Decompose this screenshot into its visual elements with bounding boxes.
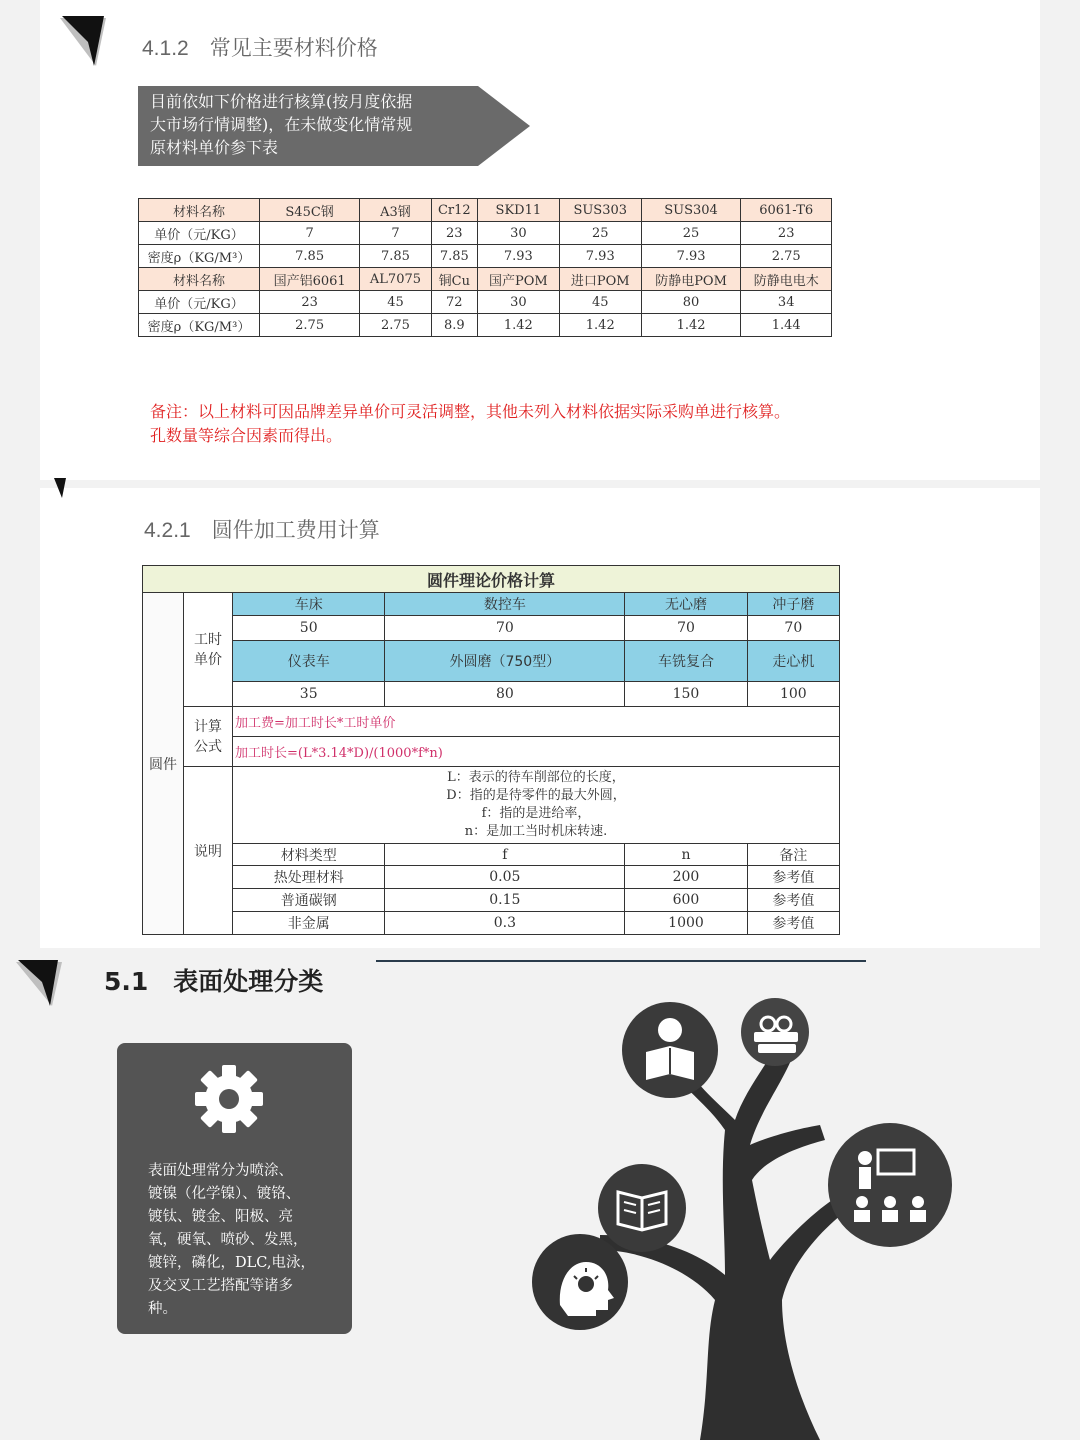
- table-row: [139, 314, 832, 337]
- table-cell: 1.42: [559, 314, 641, 337]
- section-421-heading: 4.2.1 圆件加工费用计算: [144, 519, 380, 542]
- table-row: [143, 767, 840, 844]
- gear-icon: [193, 1063, 265, 1135]
- card-line: 及交叉工艺搭配等诸多: [148, 1278, 293, 1294]
- table-cell: 国产POM: [477, 268, 559, 291]
- table-cell: 车床: [233, 593, 385, 616]
- table-cell: 单价（元/KG）: [139, 222, 260, 245]
- corner-arrow-icon: [52, 478, 68, 500]
- table-cell: 7.85: [260, 245, 360, 268]
- section-412-heading: 4.1.2 常见主要材料价格: [142, 37, 378, 60]
- card-line: 表面处理常分为喷涂、: [148, 1163, 293, 1179]
- table-cell: 80: [385, 682, 625, 707]
- table-row: [143, 737, 840, 767]
- teacher-circle: [828, 1123, 952, 1247]
- table-cell: 23: [431, 222, 477, 245]
- table-cell: 80: [641, 291, 741, 314]
- table-cell: 进口POM: [559, 268, 641, 291]
- table-cell: 非金属: [233, 912, 385, 935]
- table-cell: 防静电电木: [741, 268, 832, 291]
- banner-line: 大市场行情调整)，在未做变化情常规: [150, 115, 413, 134]
- table-cell: 密度ρ（KG/M³）: [139, 314, 260, 337]
- formula-line: 加工时长=(L*3.14*D)/(1000*f*n): [233, 737, 840, 767]
- table-row: [143, 566, 840, 593]
- price-note: [150, 400, 890, 448]
- table-row: [143, 593, 840, 616]
- table-cell: 600: [625, 889, 747, 912]
- explain-label: 说明: [184, 767, 233, 935]
- table-cell: 1000: [625, 912, 747, 935]
- table-cell: 7: [360, 222, 431, 245]
- table-cell: 密度ρ（KG/M³）: [139, 245, 260, 268]
- table-cell: 2.75: [360, 314, 431, 337]
- card-line: 镀锌，磷化，DLC,电泳，: [148, 1255, 315, 1271]
- table-title: 圆件理论价格计算: [143, 566, 840, 593]
- note-line: 备注：以上材料可因品牌差异单价可灵活调整，其他未列入材料依据实际采购单进行核算。: [150, 402, 791, 421]
- table-cell: SKD11: [477, 199, 559, 222]
- table-cell: A3钢: [360, 199, 431, 222]
- note-line: 孔数量等综合因素而得出。: [150, 426, 343, 445]
- table-cell: 7.85: [360, 245, 431, 268]
- table-cell: 参考值: [747, 912, 839, 935]
- table-row: [143, 616, 840, 641]
- table-cell: 防静电POM: [641, 268, 741, 291]
- table-cell: 7.93: [559, 245, 641, 268]
- formula-line: 加工费=加工时长*工时单价: [233, 707, 840, 737]
- table-cell: 200: [625, 866, 747, 889]
- corner-arrow-icon: [58, 12, 110, 68]
- banner-text: [150, 90, 470, 159]
- table-cell: 数控车: [385, 593, 625, 616]
- explain-line: n：是加工当时机床转速.: [464, 824, 608, 839]
- divider-line: [376, 960, 866, 962]
- table-cell: AL7075: [360, 268, 431, 291]
- table-cell: 走心机: [747, 641, 839, 682]
- table-row: [143, 641, 840, 682]
- card-line: 镀钛、镀金、阳极、亮: [148, 1209, 293, 1225]
- table-cell: 70: [747, 616, 839, 641]
- table-cell: Cr12: [431, 199, 477, 222]
- table-cell: 材料类型: [233, 844, 385, 866]
- knowledge-tree-illustration: [520, 980, 960, 1440]
- table-row: [143, 889, 840, 912]
- explain-line: L：表示的待车削部位的长度，: [447, 770, 625, 785]
- table-cell: 参考值: [747, 889, 839, 912]
- table-cell: 备注: [747, 844, 839, 866]
- table-row: [139, 268, 832, 291]
- section-51-heading: 5.1 表面处理分类: [104, 967, 324, 996]
- banner-line: 目前依如下价格进行核算(按月度依据: [150, 92, 413, 111]
- table-cell: 30: [477, 291, 559, 314]
- table-cell: 0.15: [385, 889, 625, 912]
- explain-line: D：指的是待零件的最大外圆，: [446, 788, 626, 803]
- table-cell: 7.93: [641, 245, 741, 268]
- table-cell: 外圆磨（750型）: [385, 641, 625, 682]
- table-cell: S45C钢: [260, 199, 360, 222]
- table-cell: 100: [747, 682, 839, 707]
- table-row: [143, 682, 840, 707]
- round-part-price-table: [142, 565, 840, 935]
- table-cell: 23: [260, 291, 360, 314]
- table-cell: 70: [385, 616, 625, 641]
- table-row: [139, 199, 832, 222]
- table-row: [143, 866, 840, 889]
- table-cell: 热处理材料: [233, 866, 385, 889]
- row-label: 圆件: [143, 593, 184, 935]
- table-cell: 23: [741, 222, 832, 245]
- table-cell: 普通碳钢: [233, 889, 385, 912]
- table-cell: 单价（元/KG）: [139, 291, 260, 314]
- table-row: [143, 844, 840, 866]
- table-cell: 72: [431, 291, 477, 314]
- explain-line: f：指的是进给率，: [481, 806, 591, 821]
- table-cell: 0.3: [385, 912, 625, 935]
- table-cell: 8.9: [431, 314, 477, 337]
- corner-arrow-icon: [14, 958, 66, 1008]
- table-cell: 材料名称: [139, 199, 260, 222]
- table-cell: 7.93: [477, 245, 559, 268]
- table-cell: 1.44: [741, 314, 832, 337]
- formula-label: 计算 公式: [184, 707, 233, 767]
- table-row: [139, 245, 832, 268]
- table-cell: 25: [559, 222, 641, 245]
- hour-rate-label: 工时 单价: [184, 593, 233, 707]
- table-cell: 车铣复合: [625, 641, 747, 682]
- table-row: [143, 707, 840, 737]
- card-line: 氧，硬氧、喷砂、发黑，: [148, 1232, 308, 1248]
- table-cell: 0.05: [385, 866, 625, 889]
- banner-line: 原材料单价参下表: [150, 138, 279, 157]
- table-cell: 参考值: [747, 866, 839, 889]
- table-cell: SUS304: [641, 199, 741, 222]
- table-cell: 1.42: [641, 314, 741, 337]
- table-cell: 45: [360, 291, 431, 314]
- table-row: [139, 291, 832, 314]
- table-cell: f: [385, 844, 625, 866]
- table-cell: 2.75: [260, 314, 360, 337]
- explain-block: [233, 767, 840, 844]
- material-price-table: [138, 198, 832, 337]
- table-cell: 45: [559, 291, 641, 314]
- table-cell: 7: [260, 222, 360, 245]
- table-cell: 材料名称: [139, 268, 260, 291]
- table-cell: SUS303: [559, 199, 641, 222]
- table-cell: 35: [233, 682, 385, 707]
- surface-treatment-text: [148, 1160, 328, 1321]
- table-row: [139, 222, 832, 245]
- table-cell: 25: [641, 222, 741, 245]
- table-row: [143, 912, 840, 935]
- table-cell: 1.42: [477, 314, 559, 337]
- card-line: 镀镍（化学镍）、镀铬、: [148, 1186, 301, 1202]
- table-cell: 30: [477, 222, 559, 245]
- table-cell: 150: [625, 682, 747, 707]
- table-cell: 50: [233, 616, 385, 641]
- table-cell: 6061-T6: [741, 199, 832, 222]
- table-cell: 国产铝6061: [260, 268, 360, 291]
- table-cell: n: [625, 844, 747, 866]
- table-cell: 无心磨: [625, 593, 747, 616]
- card-line: 种。: [148, 1301, 177, 1317]
- table-cell: 仪表车: [233, 641, 385, 682]
- table-cell: 70: [625, 616, 747, 641]
- table-cell: 2.75: [741, 245, 832, 268]
- table-cell: 34: [741, 291, 832, 314]
- table-cell: 冲子磨: [747, 593, 839, 616]
- books-icon: [754, 1017, 798, 1053]
- table-cell: 7.85: [431, 245, 477, 268]
- table-cell: 铜Cu: [431, 268, 477, 291]
